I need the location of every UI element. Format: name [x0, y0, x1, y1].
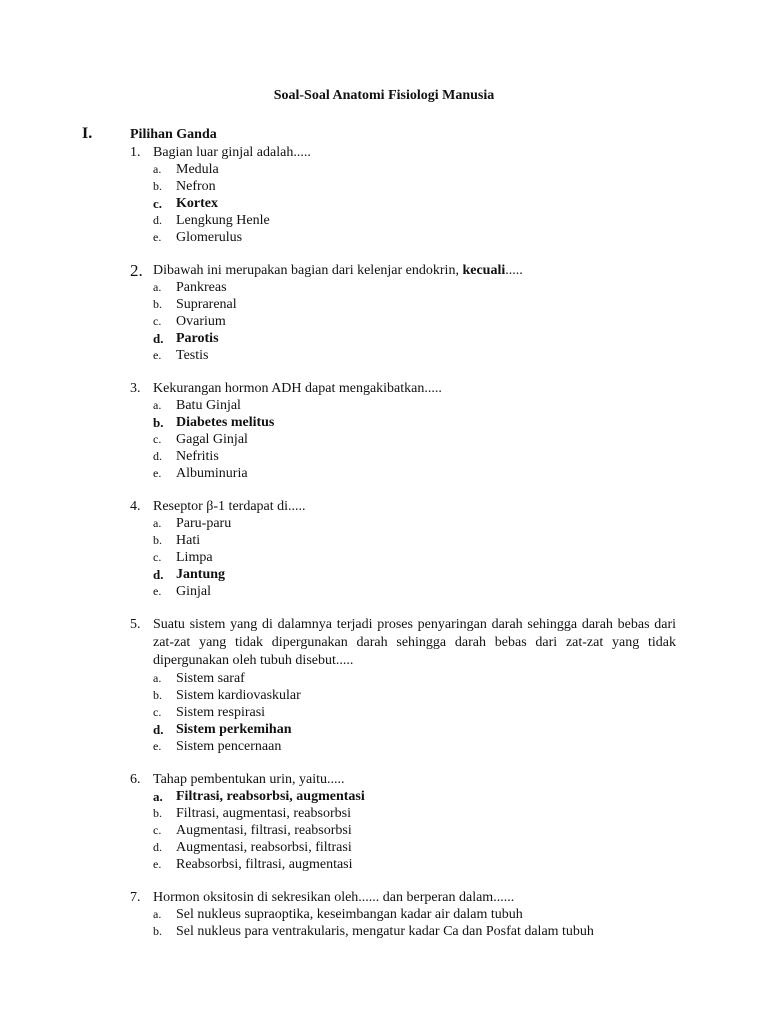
answer-options — [153, 906, 676, 940]
option-letter: c. — [153, 550, 162, 564]
option-letter: e. — [153, 466, 162, 480]
answer-option — [153, 906, 676, 923]
option-text: Pankreas — [176, 280, 227, 295]
option-text: Nefritis — [176, 449, 219, 464]
option-text: Batu Ginjal — [176, 398, 241, 413]
option-letter: b. — [153, 533, 162, 547]
answer-options — [153, 397, 676, 482]
answer-option — [153, 839, 676, 856]
question-text — [153, 262, 676, 279]
option-text: Diabetes melitus — [176, 415, 275, 430]
option-letter: b. — [153, 297, 162, 311]
question-text-part: Suatu sistem yang di dalamnya terjadi proses penyaringan darah sehingga darah bebas dari zat-zat yang tidak dipergunakan darah sehingga darah bebas dari zat-zat yang tidak dipergunakan oleh tubuh disebut..... — [153, 617, 676, 668]
option-text: Parotis — [176, 331, 219, 346]
question-text-part: Dibawah ini merupakan bagian dari kelenjar endokrin, — [153, 263, 463, 278]
answer-option — [153, 583, 676, 600]
question-text — [153, 771, 676, 788]
option-letter: e. — [153, 584, 162, 598]
answer-option — [153, 822, 676, 839]
answer-option — [153, 347, 676, 364]
document-title: Soal-Soal Anatomi Fisiologi Manusia — [273, 88, 495, 103]
question-number: 1. — [130, 145, 141, 160]
section-number: I. — [82, 125, 93, 142]
answer-option — [153, 704, 676, 721]
option-letter: d. — [153, 567, 164, 582]
answer-option — [153, 805, 676, 822]
option-letter: c. — [153, 823, 162, 837]
option-text: Reabsorbsi, filtrasi, augmentasi — [176, 857, 353, 872]
question-text-part: Hormon oksitosin di sekresikan oleh...... dan berperan dalam...... — [153, 890, 515, 905]
option-letter: a. — [153, 789, 163, 804]
question-number: 7. — [130, 890, 141, 905]
question-text — [153, 498, 676, 515]
answer-options — [153, 279, 676, 364]
option-letter: d. — [153, 331, 164, 346]
option-text: Nefron — [176, 179, 216, 194]
question-stem — [130, 144, 676, 161]
answer-option — [153, 923, 676, 940]
option-letter: d. — [153, 213, 162, 227]
option-letter: e. — [153, 857, 162, 871]
option-text: Augmentasi, reabsorbsi, filtrasi — [176, 840, 352, 855]
question-number: 2. — [130, 261, 143, 280]
option-letter: e. — [153, 348, 162, 362]
answer-option — [153, 515, 676, 532]
question-item — [130, 262, 676, 364]
option-text: Albuminuria — [176, 466, 248, 481]
option-letter: a. — [153, 671, 162, 685]
question-text-part: Reseptor β-1 terdapat di..... — [153, 499, 306, 514]
question-text-part: Kekurangan hormon ADH dapat mengakibatkan..... — [153, 381, 442, 396]
option-letter: a. — [153, 516, 162, 530]
option-letter: d. — [153, 449, 162, 463]
answer-option — [153, 229, 676, 246]
answer-option — [153, 313, 676, 330]
option-letter: c. — [153, 432, 162, 446]
answer-option — [153, 549, 676, 566]
answer-options — [153, 161, 676, 246]
option-letter: b. — [153, 179, 162, 193]
question-text-part: Bagian luar ginjal adalah..... — [153, 145, 311, 160]
answer-option — [153, 296, 676, 313]
option-text: Limpa — [176, 550, 213, 565]
question-item — [130, 771, 676, 873]
question-text-part: Tahap pembentukan urin, yaitu..... — [153, 772, 345, 787]
question-text-emphasis: kecuali — [462, 263, 506, 278]
question-item — [130, 889, 676, 940]
answer-options — [153, 515, 676, 600]
option-letter: c. — [153, 196, 163, 211]
answer-option — [153, 212, 676, 229]
option-text: Sel nukleus para ventrakularis, mengatur kadar Ca dan Posfat dalam tubuh — [176, 924, 594, 939]
option-letter: c. — [153, 314, 162, 328]
question-item — [130, 498, 676, 600]
option-letter: c. — [153, 705, 162, 719]
option-text: Sistem respirasi — [176, 705, 266, 720]
question-stem — [130, 498, 676, 515]
question-text — [153, 889, 676, 906]
option-text: Testis — [176, 348, 209, 363]
answer-option-correct — [153, 721, 676, 738]
answer-option — [153, 279, 676, 296]
option-letter: a. — [153, 162, 162, 176]
option-text: Kortex — [176, 196, 218, 211]
question-item — [130, 616, 676, 755]
option-text: Filtrasi, augmentasi, reabsorbsi — [176, 806, 351, 821]
question-stem — [130, 262, 676, 279]
question-text — [153, 144, 676, 161]
question-number: 4. — [130, 499, 141, 514]
option-letter: e. — [153, 230, 162, 244]
question-stem — [130, 889, 676, 906]
option-letter: d. — [153, 722, 164, 737]
option-text: Hati — [176, 533, 201, 548]
answer-option — [153, 532, 676, 549]
section-label: Pilihan Ganda — [130, 127, 217, 142]
option-text: Lengkung Henle — [176, 213, 270, 228]
question-text-part: ..... — [505, 263, 523, 278]
answer-option — [153, 670, 676, 687]
answer-option-correct — [153, 414, 676, 431]
answer-option — [153, 431, 676, 448]
option-letter: b. — [153, 806, 162, 820]
answer-option — [153, 397, 676, 414]
question-text — [153, 616, 676, 670]
option-text: Medula — [176, 162, 219, 177]
option-text: Ginjal — [176, 584, 211, 599]
option-letter: e. — [153, 739, 162, 753]
question-number: 5. — [130, 617, 141, 632]
section-heading — [82, 125, 676, 143]
question-number: 3. — [130, 381, 141, 396]
answer-options — [153, 788, 676, 873]
question-item — [130, 380, 676, 482]
answer-option — [153, 738, 676, 755]
answer-option — [153, 161, 676, 178]
option-letter: d. — [153, 840, 162, 854]
question-stem — [130, 616, 676, 670]
option-text: Jantung — [176, 567, 226, 582]
answer-option — [153, 465, 676, 482]
option-text: Filtrasi, reabsorbsi, augmentasi — [176, 789, 365, 804]
option-letter: a. — [153, 398, 162, 412]
question-item — [130, 144, 676, 246]
option-text: Gagal Ginjal — [176, 432, 248, 447]
option-text: Paru-paru — [176, 516, 232, 531]
question-list — [82, 144, 676, 940]
option-text: Suprarenal — [176, 297, 237, 312]
answer-option-correct — [153, 195, 676, 212]
option-text: Sistem perkemihan — [176, 722, 292, 737]
option-letter: a. — [153, 907, 162, 921]
answer-option — [153, 687, 676, 704]
question-stem — [130, 380, 676, 397]
question-stem — [130, 771, 676, 788]
option-letter: b. — [153, 688, 162, 702]
option-letter: b. — [153, 924, 162, 938]
section-multiple-choice — [82, 125, 676, 956]
option-letter: b. — [153, 415, 164, 430]
answer-option — [153, 178, 676, 195]
option-text: Augmentasi, filtrasi, reabsorbsi — [176, 823, 352, 838]
option-text: Ovarium — [176, 314, 226, 329]
answer-option-correct — [153, 788, 676, 805]
answer-option — [153, 856, 676, 873]
answer-option-correct — [153, 566, 676, 583]
option-text: Sistem pencernaan — [176, 739, 282, 754]
answer-option — [153, 448, 676, 465]
option-text: Sistem saraf — [176, 671, 245, 686]
question-number: 6. — [130, 772, 141, 787]
answer-options — [153, 670, 676, 755]
answer-option-correct — [153, 330, 676, 347]
option-letter: a. — [153, 280, 162, 294]
option-text: Sistem kardiovaskular — [176, 688, 301, 703]
option-text: Glomerulus — [176, 230, 243, 245]
option-text: Sel nukleus supraoptika, keseimbangan kadar air dalam tubuh — [176, 907, 523, 922]
question-text — [153, 380, 676, 397]
